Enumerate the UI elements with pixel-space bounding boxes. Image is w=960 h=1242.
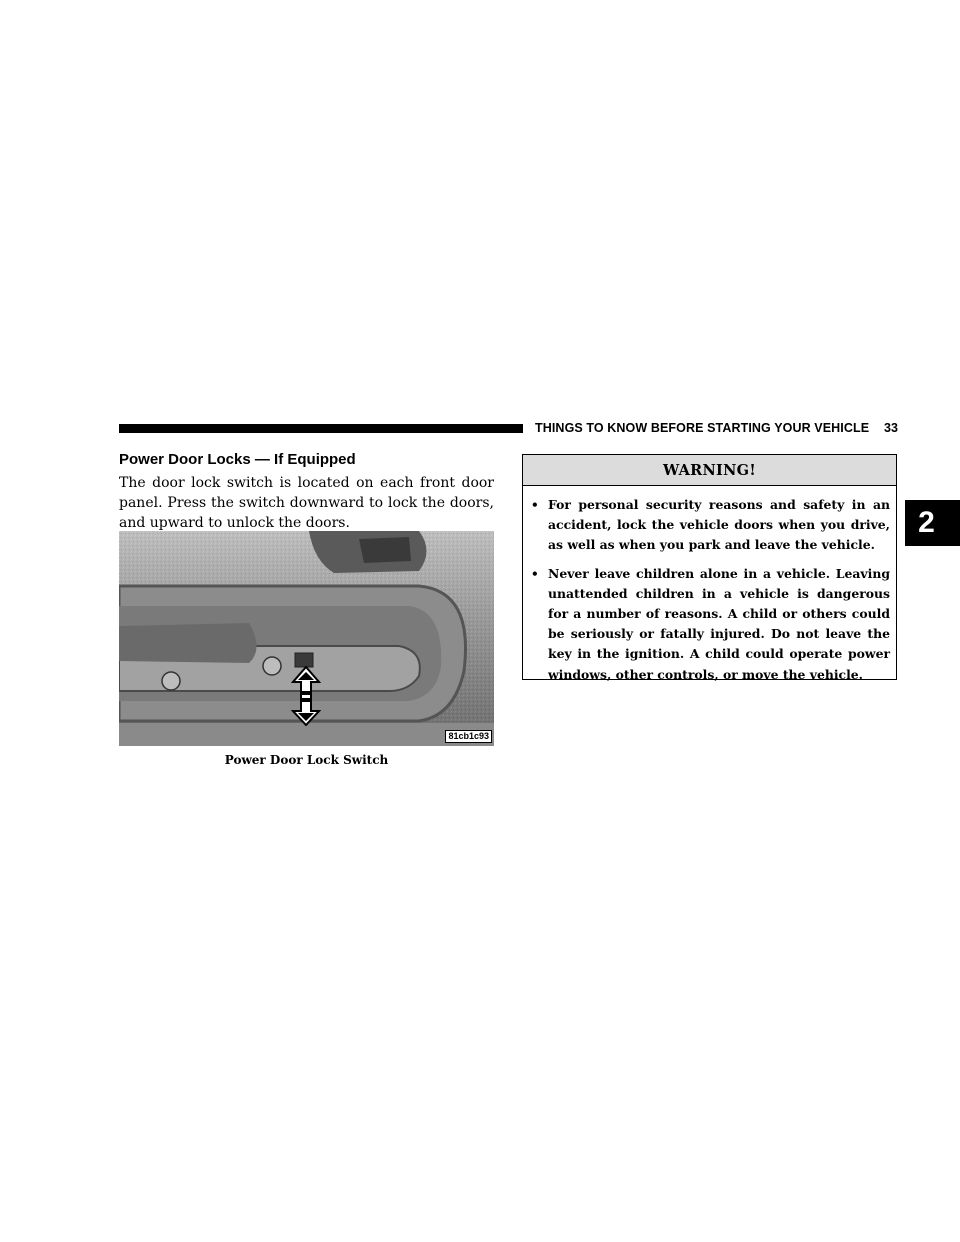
section-heading: Power Door Locks — If Equipped (119, 451, 356, 468)
figure-caption: Power Door Lock Switch (224, 753, 389, 767)
warning-item (531, 564, 890, 685)
double-arrow-icon (291, 666, 321, 726)
header-rule (119, 424, 523, 433)
bullet-icon: • (531, 566, 539, 581)
warning-item-text: For personal security reasons and safety in an accident, lock the vehicle doors when you drive, as well as when you park and leave the vehicle. (548, 497, 890, 553)
warning-box (522, 454, 897, 680)
warning-list (523, 486, 896, 685)
warning-item (531, 495, 890, 556)
figure-code: 81cb1c93 (445, 730, 492, 743)
page-number: 33 (884, 421, 898, 435)
bullet-icon: • (531, 498, 539, 512)
door-panel-figure (119, 531, 494, 746)
warning-title: WARNING! (523, 455, 896, 486)
running-header-title: THINGS TO KNOW BEFORE STARTING YOUR VEHICLE (535, 421, 870, 435)
warning-item-text: Never leave children alone in a vehicle. Leaving unattended children in a vehicle is dangerous for a number of reasons. A child or others could be seriously or fatally injured. Do not leave the key in the ignition. A child could operate power windows, other controls, or move the vehicle. (548, 565, 890, 682)
section-body: The door lock switch is located on each front door panel. Press the switch downward to lock the doors, and upward to unlock the doors. (119, 475, 494, 531)
chapter-tab: 2 (905, 500, 960, 546)
